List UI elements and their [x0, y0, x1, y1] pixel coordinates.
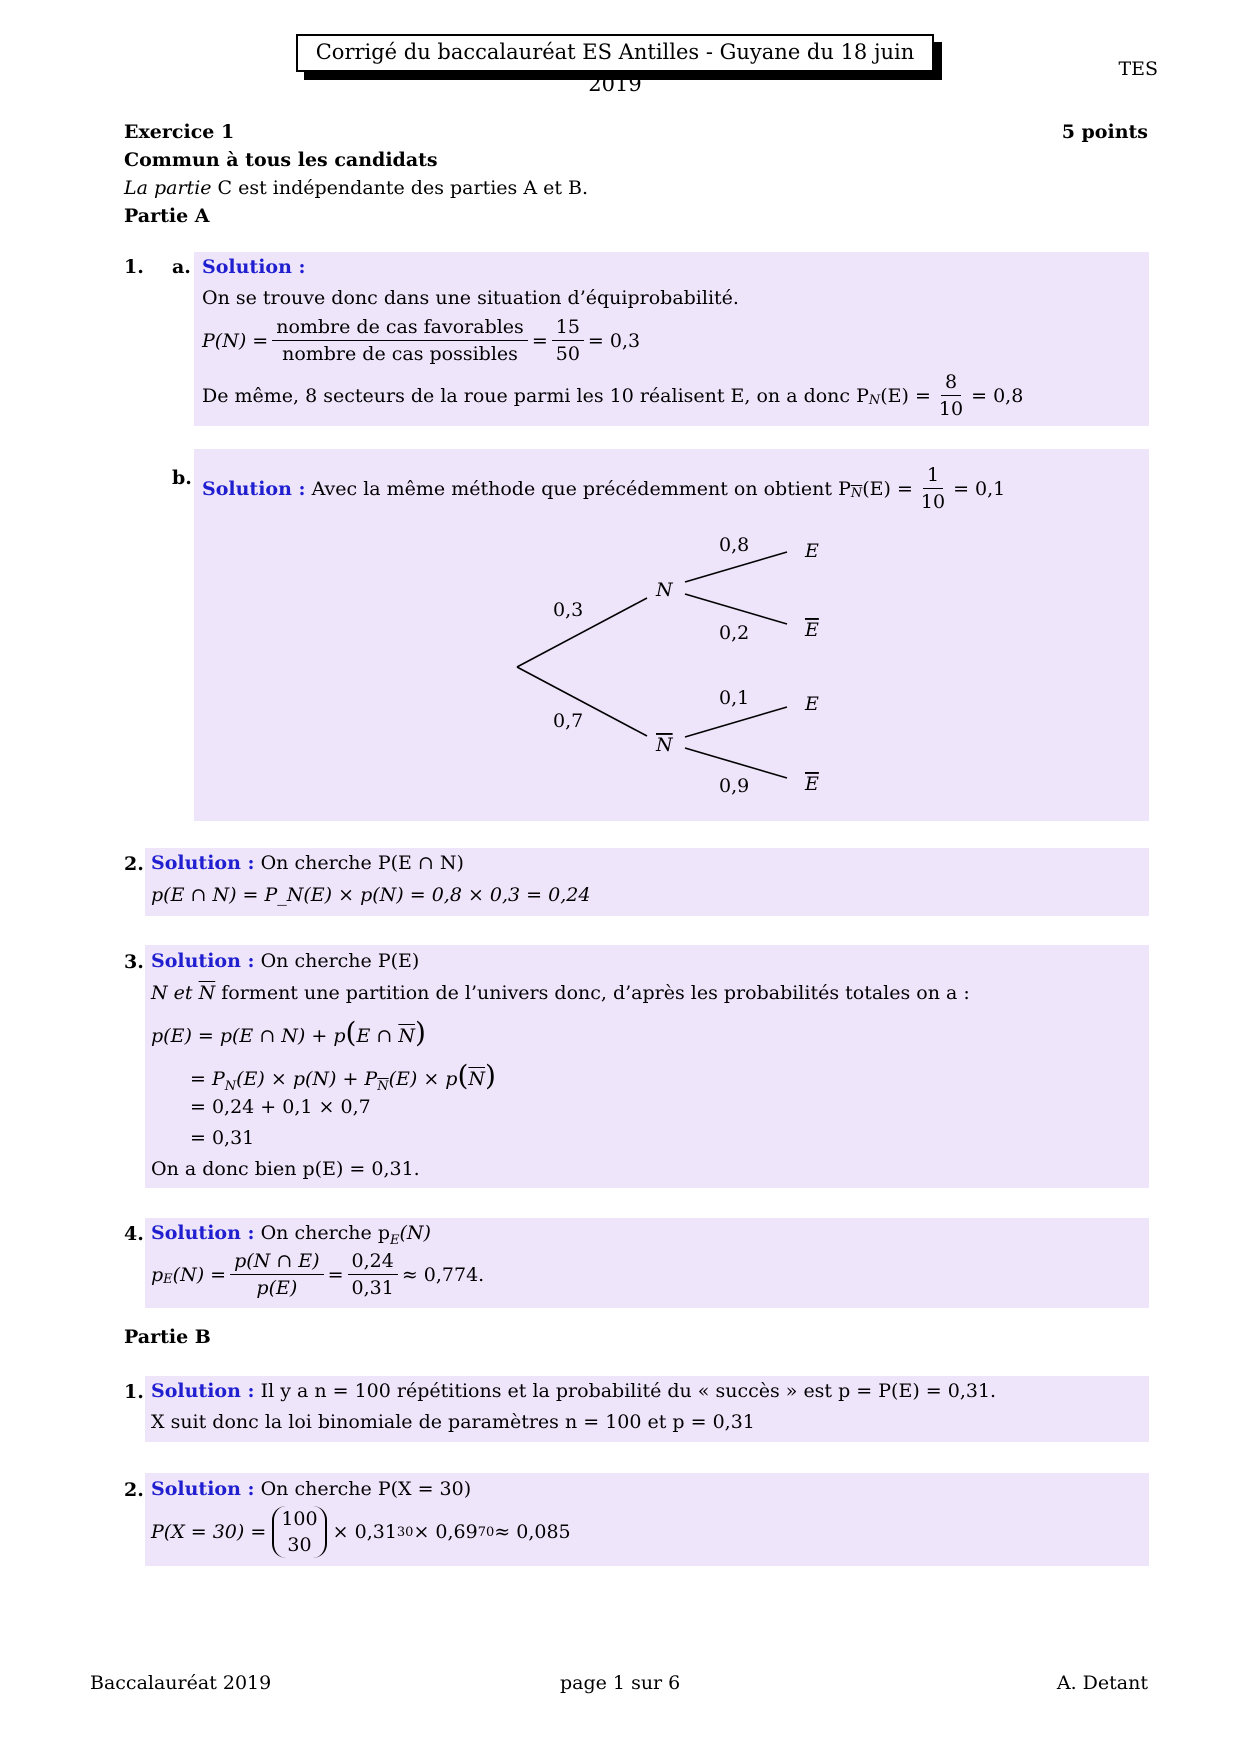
- tree-leaf-e: E: [805, 540, 819, 562]
- binomial-formula: P(X = 30) = 100 30 × 0,31 30 × 0,69 70 ≈ 0,085: [151, 1508, 571, 1556]
- page-number: page 1 sur 6: [560, 1672, 681, 1694]
- branch-nbar-e: [685, 707, 787, 737]
- tree-leaf-e: E: [805, 693, 819, 715]
- part-a-heading: Partie A: [124, 205, 210, 227]
- solution-text: Solution : On cherche $p_E(N)$: [151, 1222, 431, 1248]
- tree-prob-n-ebar: 0,2: [719, 622, 750, 644]
- tree-leaf-ebar: E: [805, 773, 819, 795]
- formula-pn: P(N) = $\frac{\text{nombre de cas favorables}}{\text{nombre de cas possibles}}$ = $\frac{15}{50}$ = 0,3: [202, 316, 641, 365]
- solution-text: Solution : Il y a n = 100 répétitions et la probabilité du « succès » est p = P(E) = 0,31.: [151, 1380, 997, 1402]
- solution-box-1a: [194, 252, 1149, 426]
- solution-text: On se trouve donc dans une situation d’équiprobabilité.: [202, 287, 739, 309]
- solution-box-b1: [145, 1376, 1149, 1442]
- solution-text: Solution : On cherche P(E): [151, 950, 420, 972]
- class-tag: TES: [1118, 58, 1158, 80]
- solution-box-2: [145, 848, 1149, 916]
- question-number: 1.: [124, 256, 144, 278]
- branch-n-e: [685, 552, 787, 582]
- total-prob-line-2: = $P_N(E) \times p(N) + P_{\overline{N}}(E) \times p(\overline{N})$: [190, 1059, 496, 1094]
- solution-text: Solution : Avec la même méthode que précédemment on obtient P $_{\overline{N}}$ (E) = $\frac{1}{10}$ = 0,1: [202, 464, 1006, 513]
- sub-question-label: a.: [172, 256, 191, 278]
- tree-node-n: N: [656, 579, 673, 601]
- branch-nbar-ebar: [685, 748, 787, 778]
- tree-prob-nbar-ebar: 0,9: [719, 775, 750, 797]
- tree-leaf-ebar: E: [805, 619, 819, 641]
- question-number: 2.: [124, 853, 144, 875]
- formula-pn-e: De même, 8 secteurs de la roue parmi les 10 réalisent E, on a donc P $_N$ (E) = $\frac{8}{10}$ = 0,8: [202, 371, 1024, 420]
- tree-prob-n: 0,3: [553, 599, 584, 621]
- tree-prob-n-e: 0,8: [719, 534, 750, 556]
- solution-box-4: [145, 1218, 1149, 1308]
- formula-conditional: p $_E$ (N) = $\frac{p(N \cap E)}{p(E)}$ = $\frac{0,24}{0,31}$ ≈ 0,774.: [151, 1250, 485, 1299]
- tree-prob-nbar-e: 0,1: [719, 687, 750, 709]
- solution-text: Solution : On cherche P(X = 30): [151, 1478, 472, 1500]
- total-prob-line-4: = 0,31: [190, 1127, 255, 1149]
- formula-intersection: p(E ∩ N) = P_N(E) × p(N) = 0,8 × 0,3 = 0,24: [151, 884, 591, 906]
- binomial-law-text: X suit donc la loi binomiale de paramètres n = 100 et p = 0,31: [151, 1411, 755, 1433]
- part-b-heading: Partie B: [124, 1326, 211, 1348]
- exercise-title: Exercice 1: [124, 121, 235, 143]
- total-prob-line-1: p(E) = p(E ∩ N) + p(E ∩ $\overline{N}$): [151, 1016, 426, 1049]
- tree-prob-nbar: 0,7: [553, 710, 584, 732]
- footer-author: A. Detant: [1056, 1672, 1148, 1694]
- exercise-points: 5 points: [1061, 121, 1148, 143]
- document-title: Corrigé du baccalauréat ES Antilles - Guyane du 18 juin 2019: [296, 34, 934, 72]
- total-prob-line-3: = 0,24 + 0,1 × 0,7: [190, 1096, 371, 1118]
- solution-label: Solution :: [202, 256, 306, 278]
- question-number: 1.: [124, 1381, 144, 1403]
- solution-box-3: [145, 945, 1149, 1188]
- question-number: 4.: [124, 1223, 144, 1245]
- question-number: 3.: [124, 951, 144, 973]
- solution-text: Solution : On cherche P(E ∩ N): [151, 852, 464, 874]
- probability-tree: [194, 449, 1149, 821]
- binomial-coefficient: 100 30: [272, 1506, 326, 1558]
- exercise-note: La partie C est indépendante des parties A et B.: [124, 177, 589, 199]
- partition-text: N et $\overline{N}$ forment une partition de l’univers donc, d’après les probabilités totales on a :: [151, 982, 970, 1004]
- question-number: 2.: [124, 1479, 144, 1501]
- tree-node-nbar: N: [656, 734, 673, 756]
- solution-box-1b: [194, 449, 1149, 821]
- conclusion-text: On a donc bien p(E) = 0,31.: [151, 1158, 420, 1180]
- branch-n-ebar: [685, 594, 787, 624]
- sub-question-label: b.: [172, 467, 192, 489]
- footer-left: Baccalauréat 2019: [90, 1672, 272, 1694]
- exercise-audience: Commun à tous les candidats: [124, 149, 438, 171]
- solution-box-b2: [145, 1473, 1149, 1566]
